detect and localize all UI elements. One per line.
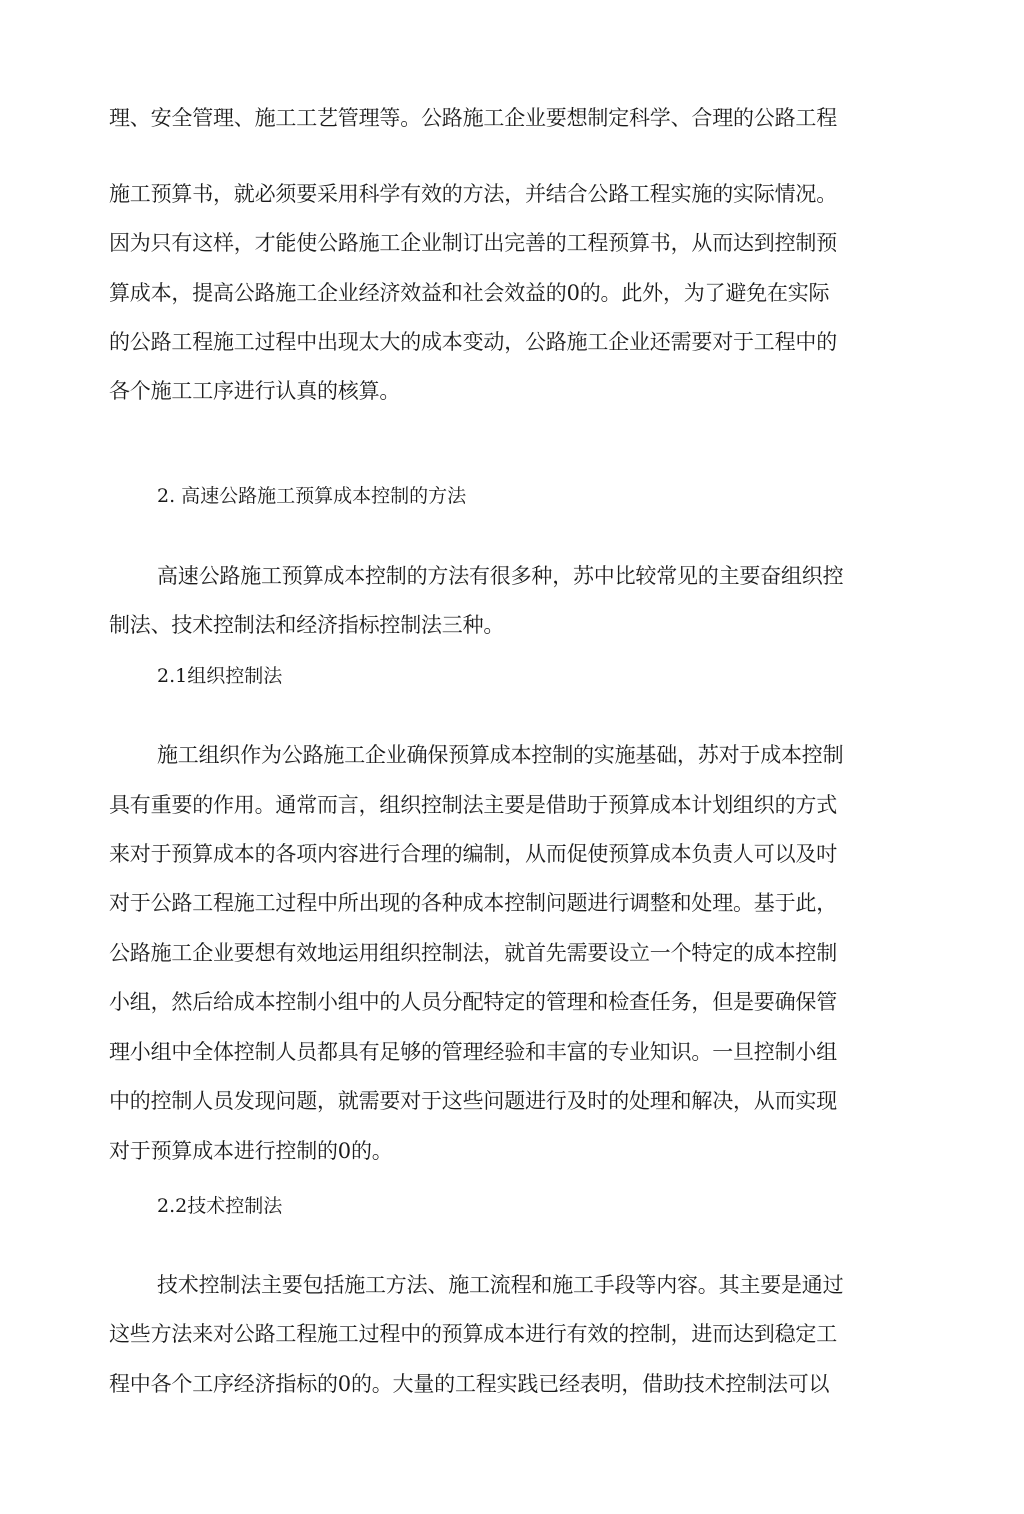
section-heading: 2. 高速公路施工预算成本控制的方法 [157, 485, 467, 507]
paragraph-line: 程中各个工序经济指标的0的。大量的工程实践已经表明，借助技术控制法可以 [109, 1372, 830, 1396]
paragraph-line: 算成本，提高公路施工企业经济效益和社会效益的0的。此外，为了避免在实际 [109, 281, 830, 305]
paragraph-line: 公路施工企业要想有效地运用组织控制法，就首先需要设立一个特定的成本控制 [109, 941, 837, 965]
paragraph-line: 制法、技术控制法和经济指标控制法三种。 [109, 613, 505, 637]
paragraph-line: 高速公路施工预算成本控制的方法有很多种，苏中比较常见的主要奋组织控 [157, 564, 844, 588]
subsection-heading: 2.2技术控制法 [157, 1195, 283, 1217]
paragraph-line: 对于预算成本进行控制的0的。 [109, 1139, 393, 1163]
paragraph-line: 施工组织作为公路施工企业确保预算成本控制的实施基础，苏对于成本控制 [157, 743, 844, 767]
paragraph-line: 施工预算书，就必须要采用科学有效的方法，并结合公路工程实施的实际情况。 [109, 182, 837, 206]
paragraph-line: 来对于预算成本的各项内容进行合理的编制，从而促使预算成本负责人可以及吋 [109, 842, 837, 866]
paragraph-line: 小组，然后给成本控制小组中的人员分配特定的管理和检查任务，但是要确保管 [109, 990, 837, 1014]
paragraph-line: 的公路工程施工过程中出现太大的成本变动，公路施工企业还需要对于工程中的 [109, 330, 837, 354]
paragraph-line: 这些方法来对公路工程施工过程中的预算成本进行有效的控制，进而达到稳定工 [109, 1322, 837, 1346]
paragraph-line: 技术控制法主要包括施工方法、施工流程和施工手段等内容。其主要是通过 [157, 1273, 844, 1297]
paragraph-line: 中的控制人员发现问题，就需要对于这些问题进行及时的处理和解决，从而实现 [109, 1089, 837, 1113]
paragraph-line: 理、安全管理、施工工艺管理等。公路施工企业要想制定科学、合理的公路工程 [109, 106, 837, 130]
paragraph-line: 理小组中全体控制人员都具有足够的管理经验和丰富的专业知识。一旦控制小组 [109, 1040, 837, 1064]
paragraph-line: 具有重要的作用。通常而言，组织控制法主要是借助于预算成本计划组织的方式 [109, 793, 837, 817]
paragraph-line: 因为只有这样，才能使公路施工企业制订出完善的工程预算书，从而达到控制预 [109, 231, 837, 255]
paragraph-line: 对于公路工程施工过程中所出现的各种成本控制问题进行调整和处理。基于此， [109, 891, 837, 915]
paragraph-line: 各个施工工序进行认真的核算。 [109, 379, 401, 403]
subsection-heading: 2.1组织控制法 [157, 665, 283, 687]
